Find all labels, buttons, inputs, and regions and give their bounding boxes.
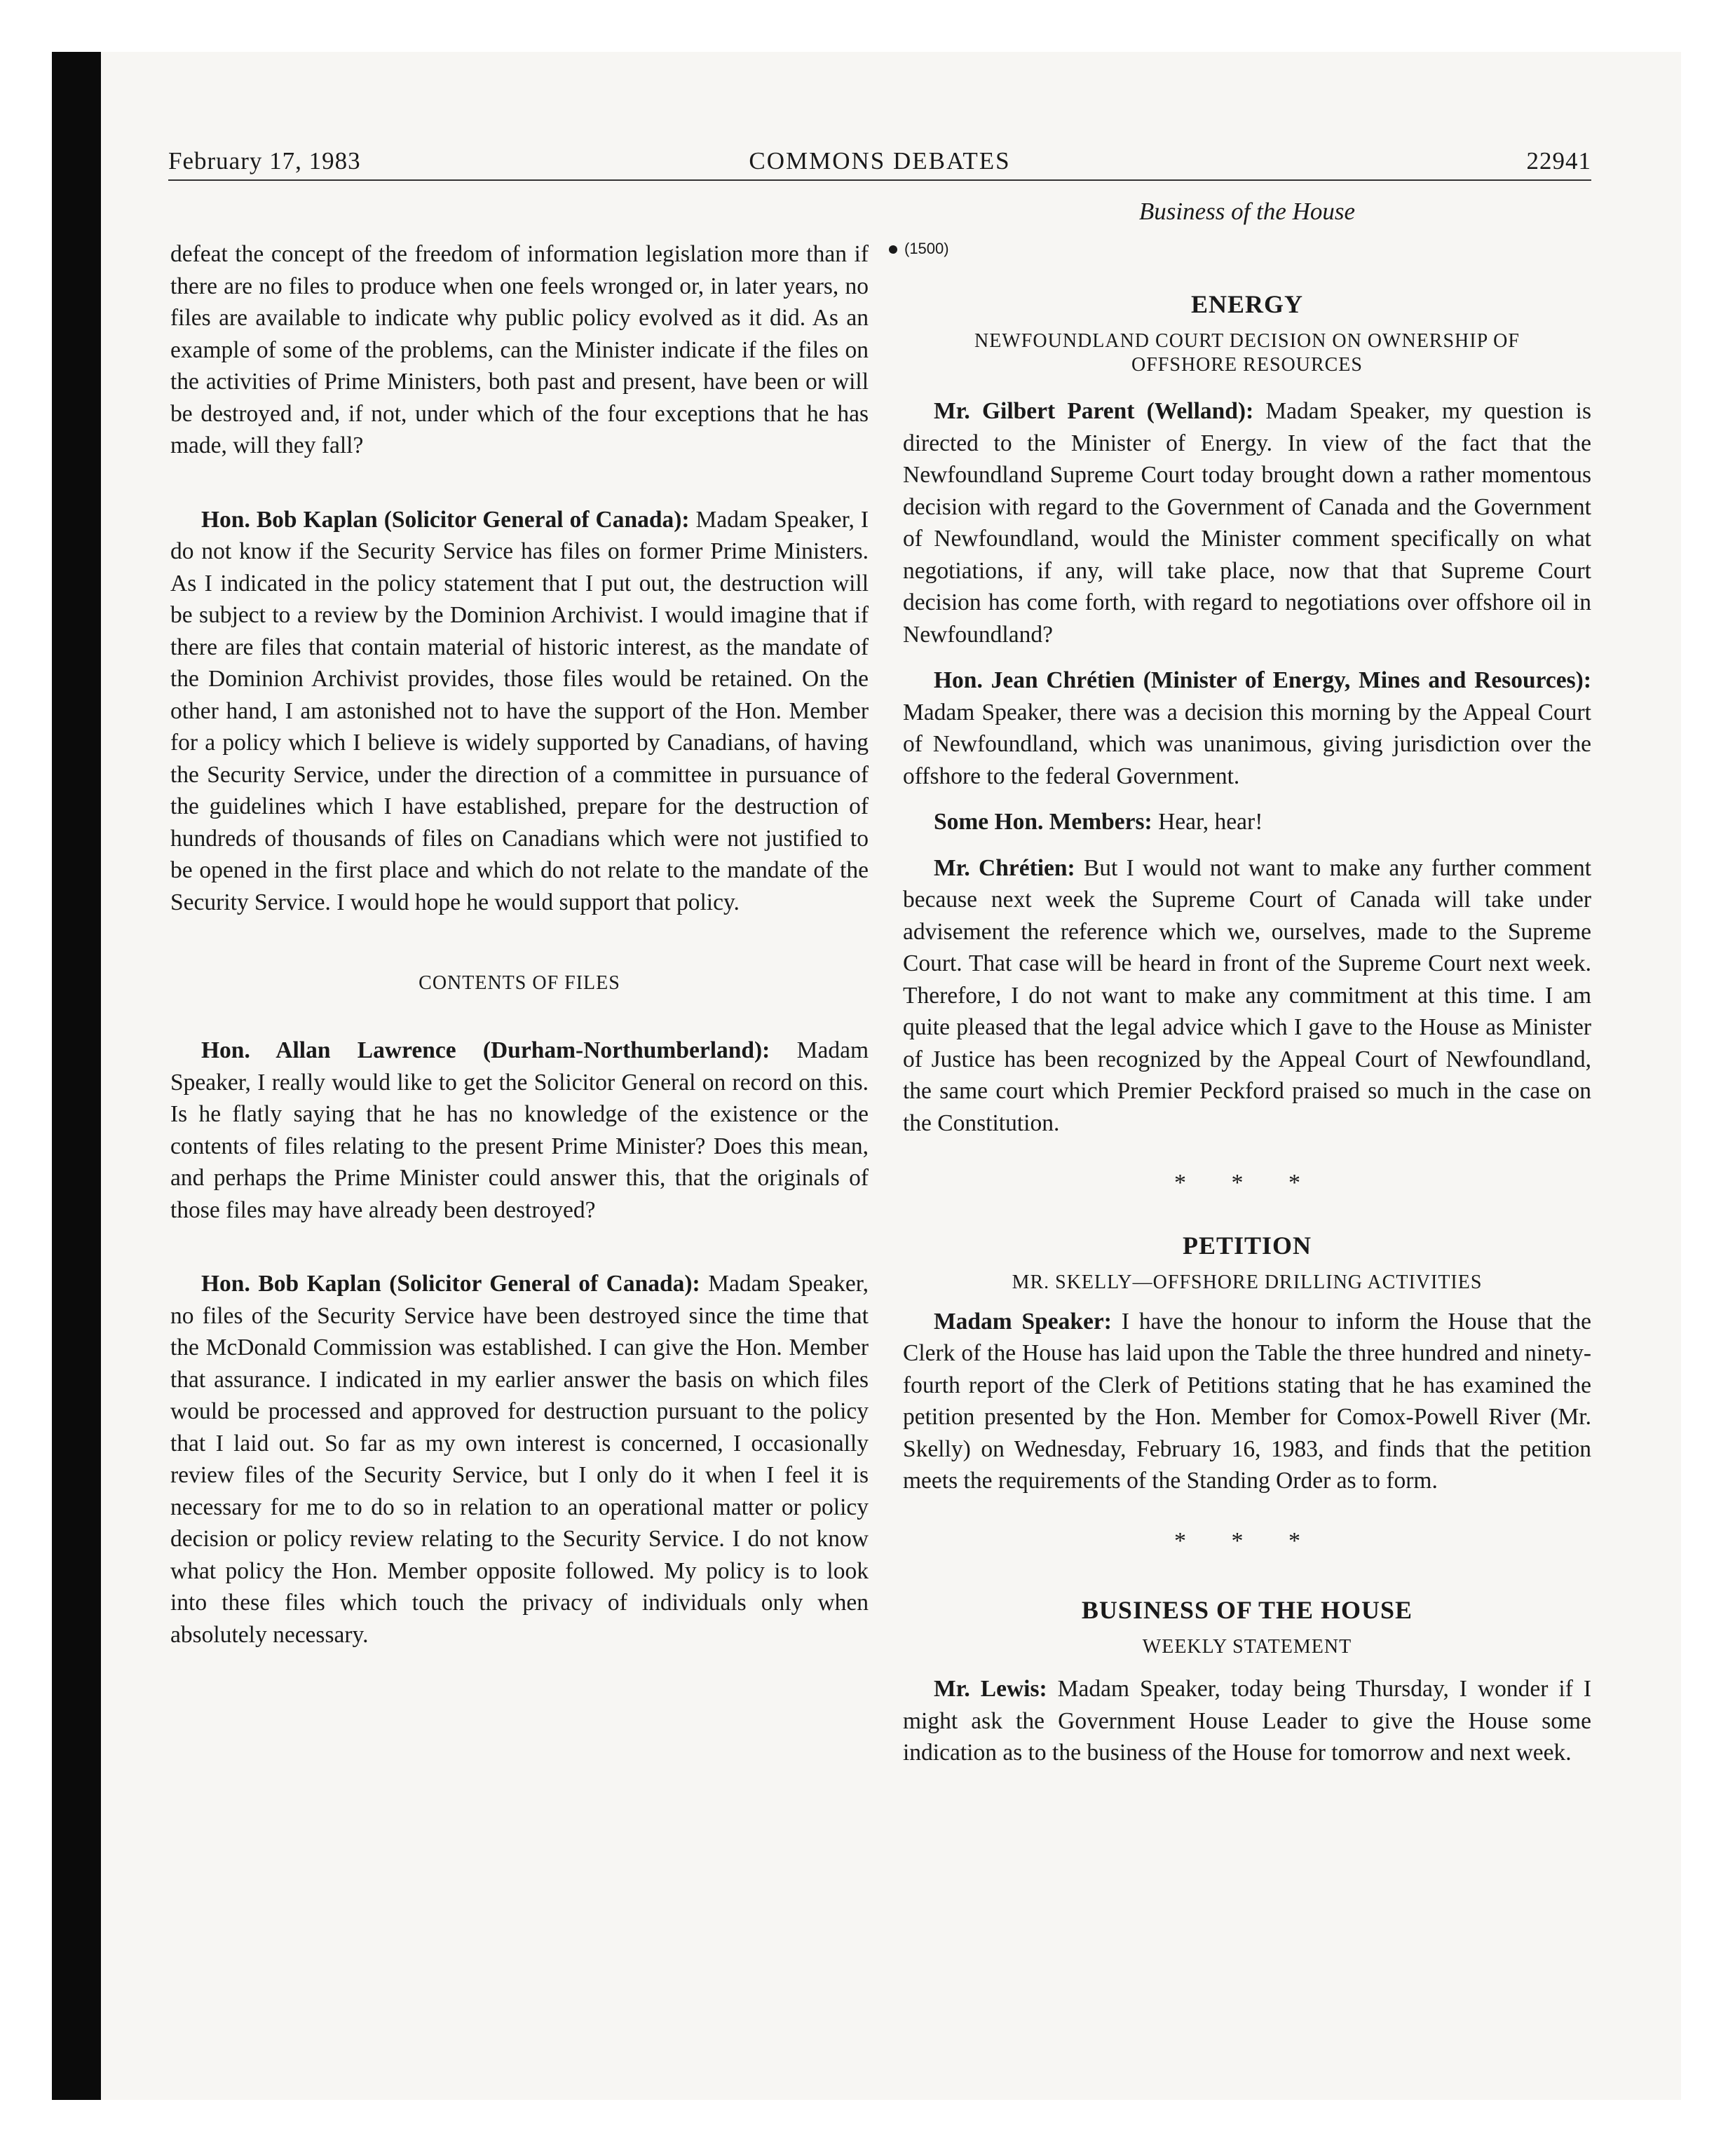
speech-text: Madam Speaker, my question is directed to the Minister of Energy. In view of the fact that the Newfoundland Supreme Court today brought down a rather momentous decision with regard to the Government of Canada and the Government of Newfoundland, would the Minister comment specifically on what negotiations, if any, will take place, now that that Supreme Court decision has come forth, with regard to negotiations over offshore oil in Newfoundland? — [903, 398, 1591, 648]
speech-text: I have the honour to inform the House that the Clerk of the House has laid upon the Table the three hundred and ninety-fourth report of the Clerk of Petitions stating that he has examined the petition presented by the Hon. Member for Comox-Powell River (Mr. Skelly) on Wednesday, February 16, 1983, and finds that the petition meets the requirements of the Standing Order as to form. — [903, 1308, 1591, 1494]
speech-text: Madam Speaker, I do not know if the Security Service has files on former Prime Ministers. As I indicated in the policy statement that I put out, the destruction will be subject to a review by the Dominion Archivist. I would imagine that if there are files that contain material of historic interest, as the mandate of the Dominion Archivist provides, those files would be retained. On the other hand, I am astonished not to have the support of the Hon. Member for a policy which I believe is widely supported by Canadians, of having the Security Service, under the direction of a committee in pursuance of the guidelines which I have established, prepare for the destruction of hundreds of thousands of files on Canadians which were not justified to be opened in the first place and which do not relate to the mandate of the Security Service. I would hope he would support that policy. — [170, 506, 869, 915]
speaker-name: Some Hon. Members: — [934, 809, 1152, 835]
section-divider: * * * — [1174, 1170, 1320, 1196]
speaker-name: Mr. Lewis: — [934, 1676, 1047, 1702]
subheading: CONTENTS OF FILES — [419, 972, 620, 994]
heading-energy: ENERGY — [1190, 290, 1304, 318]
speaker-name: Hon. Bob Kaplan (Solicitor General of Canada): — [201, 1271, 700, 1297]
speech-text: Madam Speaker, I really would like to get the Solicitor General on record on this. Is he flatly saying that he has no knowledge of the existence or the contents of files relating to the present Prime Minister? Does this mean, and perhaps the Prime Minister could answer this, that the originals of those files may have already been destroyed? — [170, 1037, 869, 1223]
speech-text: But I would not want to make any further comment because next week the Supreme Court of Canada will take under advisement the reference which we, ourselves, made to the Supreme Court. That case will be heard in front of the Supreme Court next week. Therefore, I do not want to make any commitment at this time. I am quite pleased that the legal advice which I gave to the House as Minister of Justice has been recognized by the Appeal Court of Newfoundland, the same court which Premier Peckford praised so much in the case on the Constitution. — [903, 854, 1591, 1136]
heading-petition: PETITION — [1182, 1231, 1312, 1260]
subheading-petition: MR. SKELLY—OFFSHORE DRILLING ACTIVITIES — [1012, 1271, 1483, 1293]
bullet-icon — [889, 245, 897, 254]
subheading-business: WEEKLY STATEMENT — [1142, 1636, 1352, 1658]
subheading-energy: NEWFOUNDLAND COURT DECISION ON OWNERSHIP OF OFFSHORE RESOURCES — [974, 330, 1520, 376]
scan-edge-shadow — [52, 52, 101, 2100]
speech-text: Madam Speaker, there was a decision this morning by the Appeal Court of Newfoundland, which was unanimous, giving jurisdiction over the offshore to the federal Government. — [903, 699, 1591, 789]
paragraph — [903, 395, 1591, 650]
paragraph — [903, 1306, 1591, 1497]
paragraph — [170, 1268, 869, 1651]
speaker-name: Hon. Jean Chrétien (Minister of Energy, Mines and Resources): — [934, 667, 1591, 693]
speaker-name: Mr. Chrétien: — [934, 854, 1075, 881]
speaker-name: Mr. Gilbert Parent (Welland): — [934, 398, 1254, 424]
heading-business: BUSINESS OF THE HOUSE — [1081, 1596, 1413, 1624]
speech-text: Madam Speaker, today being Thursday, I wonder if I might ask the Government House Leader to give the House some indication as to the business of the House for tomorrow and next week. — [903, 1676, 1591, 1766]
right-column — [903, 289, 1591, 1769]
speaker-name: Hon. Allan Lawrence (Durham-Northumberland): — [201, 1037, 770, 1063]
left-column — [170, 238, 869, 1651]
paragraph — [903, 664, 1591, 792]
paragraph — [170, 504, 869, 919]
paragraph — [903, 1673, 1591, 1769]
section-divider: * * * — [1174, 1527, 1320, 1554]
header-publication: COMMONS DEBATES — [749, 147, 1011, 175]
time-marker-text: (1500) — [904, 240, 949, 257]
header-date: February 17, 1983 — [168, 147, 361, 175]
speech-text: Madam Speaker, no files of the Security Service have been destroyed since the time that the McDonald Commission was established. I can give the Hon. Member that assurance. I indicated in my earlier answer the basis on which files would be processed and approved for destruction pursuant to the policy that I laid out. So far as my own interest is concerned, I occasionally review files of the Security Service, but I only do it when I feel it is necessary for me to do so in relation to an operational matter or policy decision or policy review relating to the Security Service. I do not know what policy the Hon. Member opposite followed. My policy is to look into these files which touch the privacy of individuals only when absolutely necessary. — [170, 1271, 869, 1648]
time-marker — [889, 240, 949, 258]
paragraph — [903, 852, 1591, 1140]
running-head — [168, 144, 1591, 181]
speech-text: Hear, hear! — [1152, 809, 1263, 835]
paragraph — [903, 806, 1591, 838]
speaker-name: Hon. Bob Kaplan (Solicitor General of Canada): — [201, 506, 690, 533]
header-page-number: 22941 — [1526, 147, 1591, 175]
paragraph: defeat the concept of the freedom of information legislation more than if there are no files to produce when one feels wronged or, in later years, no files are available to indicate why public policy evolved as it did. As an example of some of the problems, can the Minister indicate if the files on the activities of Prime Ministers, both past and present, have been or will be destroyed and, if not, under which of the four exceptions that he has made, will they fall? — [170, 241, 869, 458]
section-label: Business of the House — [1138, 198, 1356, 225]
paragraph — [170, 1035, 869, 1226]
speaker-name: Madam Speaker: — [934, 1308, 1112, 1335]
